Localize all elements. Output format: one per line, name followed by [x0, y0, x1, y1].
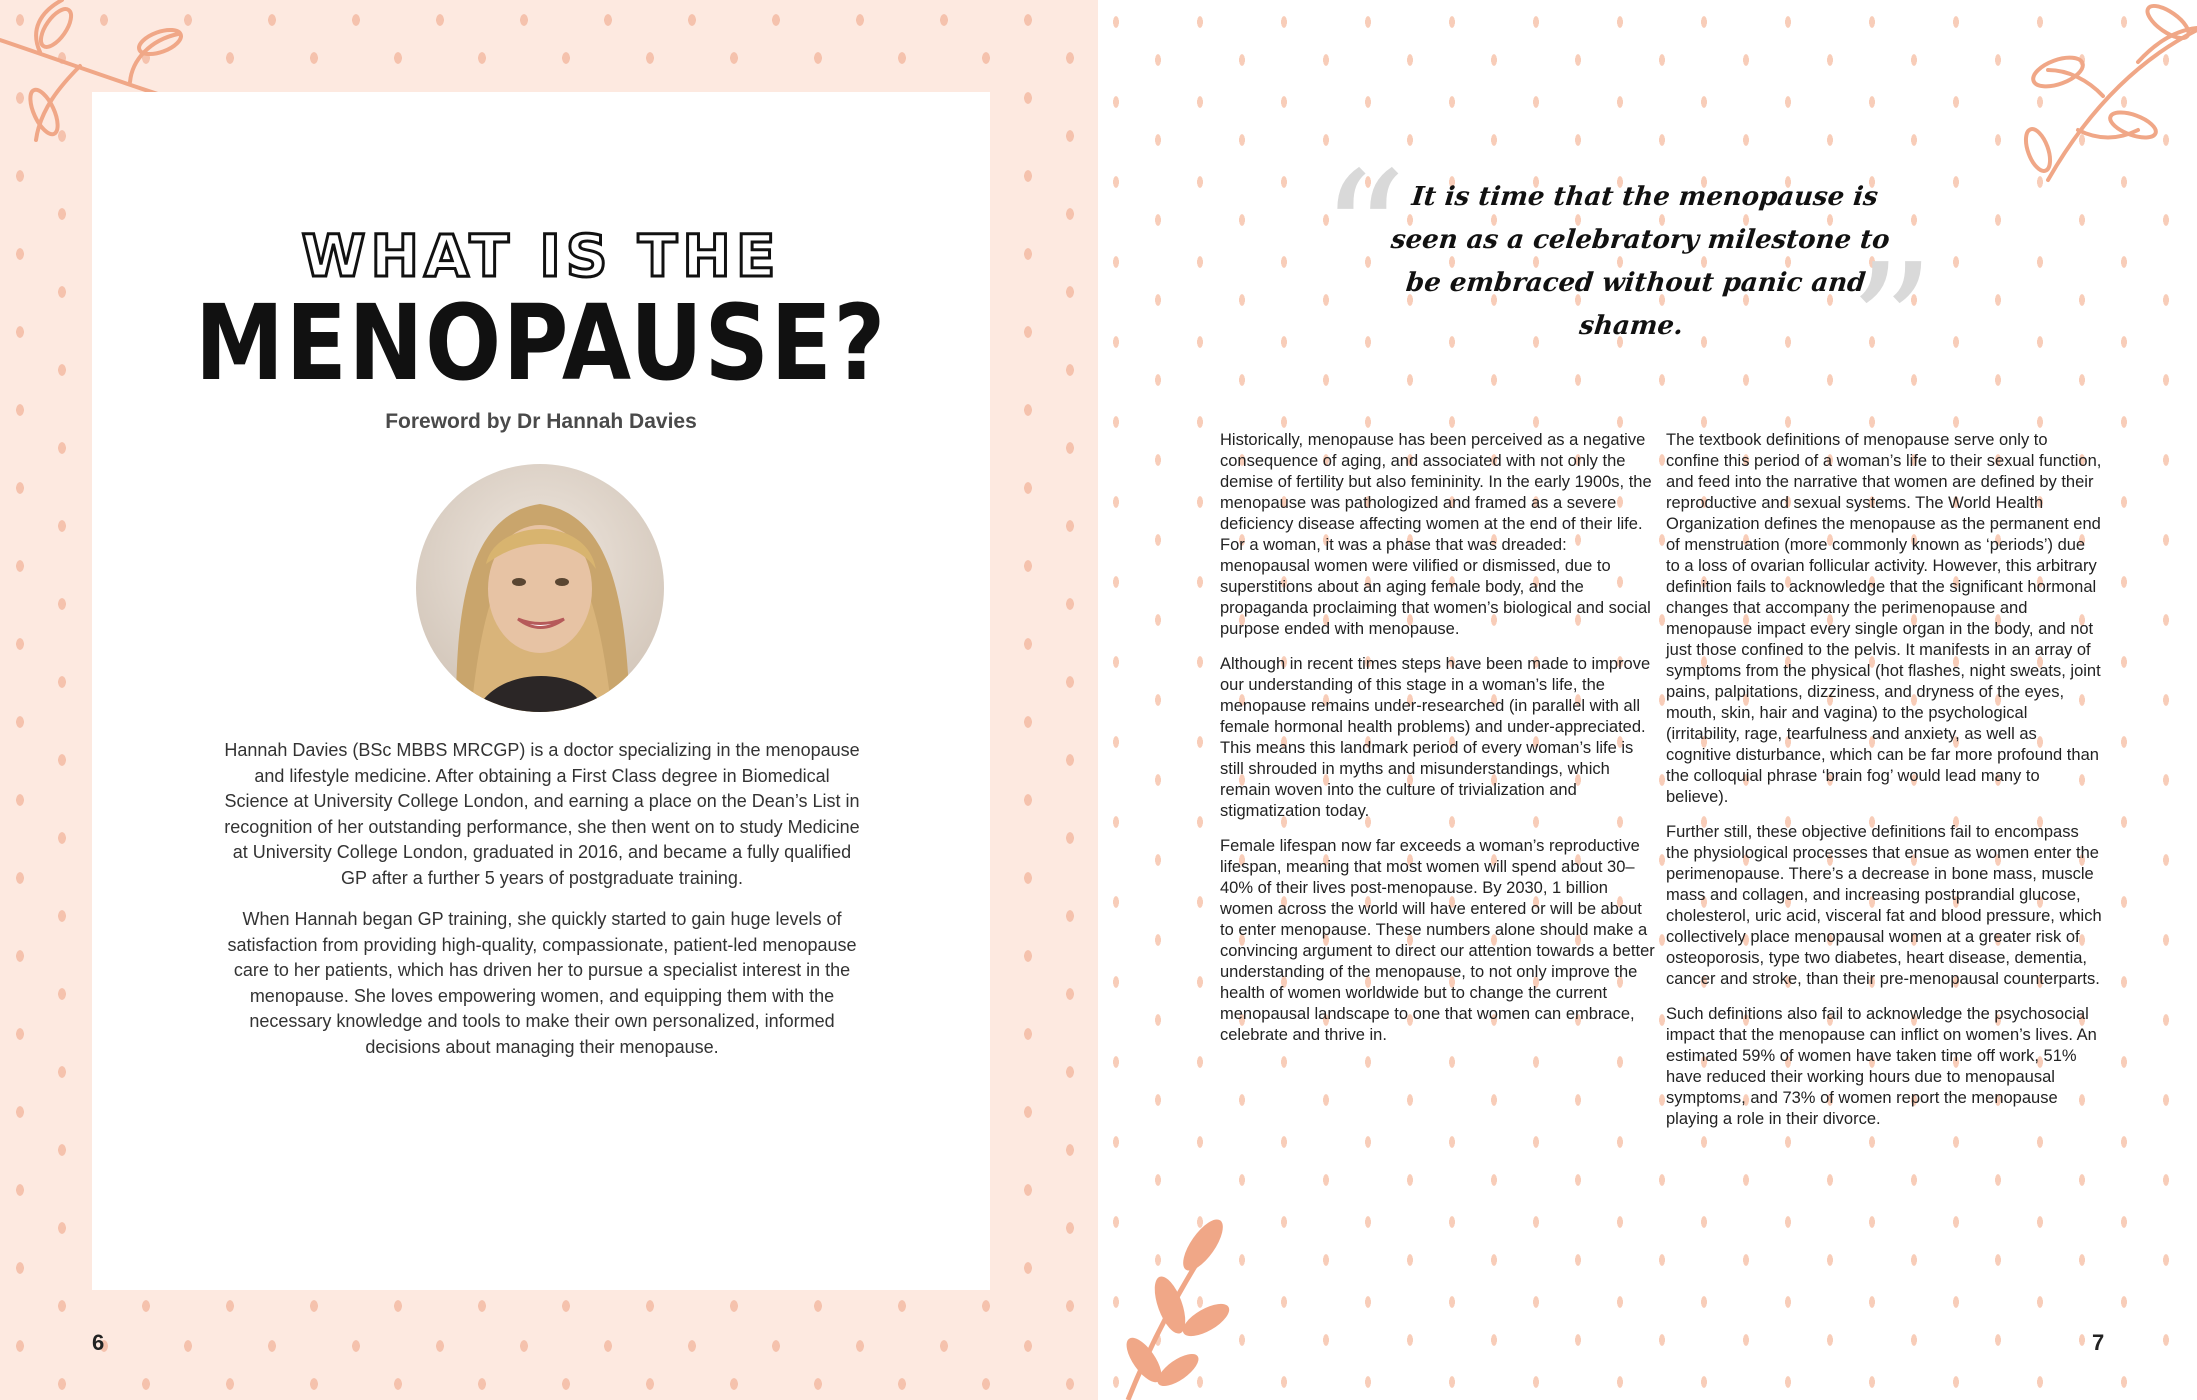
text-column-1 [1220, 430, 1656, 1060]
bio-paragraph: When Hannah began GP training, she quickly started to gain huge levels of satisfaction from providing high-quality, compassionate, patient-led menopause care to her patients, which has driven her to pursue a specialist interest in the menopause. She loves empowering women, and equipping them with the necessary knowledge and tools to make their own personalized, informed decisions about managing their menopause. [227, 909, 857, 1057]
body-paragraph: Historically, menopause has been perceived as a negative consequence of aging, and associated with not only the demise of fertility but also femininity. In the early 1900s, the menopause was pathologized and framed as a severe deficiency disease affecting women at the end of their life. For a woman, it was a phase that was dreaded: menopausal women were vilified or dismissed, due to superstitions about an aging female body, and the propaganda proclaiming that women’s biological and social purpose ended with menopause. [1220, 431, 1652, 638]
title-line-1: WHAT IS THE [301, 222, 781, 290]
page-title: MENOPAUSE? [194, 282, 888, 404]
pull-quote [1320, 136, 1948, 426]
leaf-branch-icon [1988, 0, 2197, 200]
bio-paragraph: Hannah Davies (BSc MBBS MRCGP) is a doctor specializing in the menopause and lifestyle medicine. After obtaining a First Class degree in Biomedical Science at University College London, and earning a place on the Dean’s List in recognition of her outstanding performance, she then went on to study Medicine at University College London, graduated in 2016, and became a fully qualified GP after a further 5 years of postgraduate training. [224, 740, 860, 888]
foreword-byline: Foreword by Dr Hannah Davies [385, 410, 697, 433]
page-number: 6 [92, 1330, 105, 1355]
close-quote-icon: ” [1848, 228, 1935, 426]
body-paragraph: Further still, these objective definitions fail to encompass the physiological processes that ensue as women enter the perimenopause. There’s a decrease in bone mass, muscle mass and collagen, and increasing postprandial glucose, cholesterol, uric acid, visceral fat and blood pressure, which collectively place menopausal women at a greater risk of osteoporosis, type two diabetes, heart disease, dementia, cancer and stroke, than their pre-menopausal counterparts. [1666, 823, 2102, 988]
page-number: 7 [2092, 1330, 2105, 1355]
body-paragraph: Although in recent times steps have been made to improve our understanding of this stage in a woman’s life, the menopause remains under-researched (in parallel with all female hormonal health problems) and under-appreciated. This means this landmark period of every woman’s life is still shrouded in myths and misunderstandings, which remain woven into the culture of trivialization and stigmatization today. [1220, 655, 1651, 820]
open-quote-icon: “ [1320, 136, 1407, 334]
leaf-sprig-icon [1108, 1210, 1258, 1400]
text-column-2 [1666, 430, 2102, 1144]
left-page [0, 0, 1098, 1400]
content-card [92, 92, 990, 1290]
body-paragraph: The textbook definitions of menopause serve only to confine this period of a woman’s life to their sexual function, and feed into the narrative that women are defined by their reproductive and sexual systems. The World Health Organization defines the menopause as the permanent end of menstruation (more commonly known as ‘periods’) due to a loss of ovarian follicular activity. However, this arbitrary definition fails to acknowledge that the significant hormonal changes that accompany the perimenopause and menopause impact every single organ in the body, and not just those confined to the pelvis. It manifests in an array of symptoms from the physical (hot flashes, night sweats, joint pains, palpitations, dizziness, and dryness of the eyes, mouth, skin, hair and vagina) to the psychological (irritability, rage, tearfulness and anxiety, as well as cognitive disturbance, which can be far more profound than the colloquial phrase ‘brain fog’ would lead many to believe). [1666, 431, 2102, 806]
right-page [1098, 0, 2197, 1400]
body-paragraph: Such definitions also fail to acknowledge the psychosocial impact that the menopause can inflict on women’s lives. An estimated 59% of women have taken time off work, 51% have reduced their working hours due to menopausal symptoms, and 73% of women report the menopause playing a role in their divorce. [1666, 1005, 2097, 1128]
quote-text: It is time that the menopause is seen as a celebratory milestone to be embraced without panic and shame. [1389, 182, 1892, 341]
body-paragraph: Female lifespan now far exceeds a woman’s reproductive lifespan, meaning that most women will spend about 30–40% of their lives post-menopause. By 2030, 1 billion women across the world will have entered or will be about to enter menopause. These numbers alone should make a convincing argument to direct our attention towards a better understanding of the menopause, to not only improve the health of women worldwide but to change the current menopausal landscape to one that women can embrace, celebrate and thrive in. [1220, 837, 1655, 1044]
author-portrait [416, 464, 664, 712]
author-bio [222, 738, 862, 1076]
